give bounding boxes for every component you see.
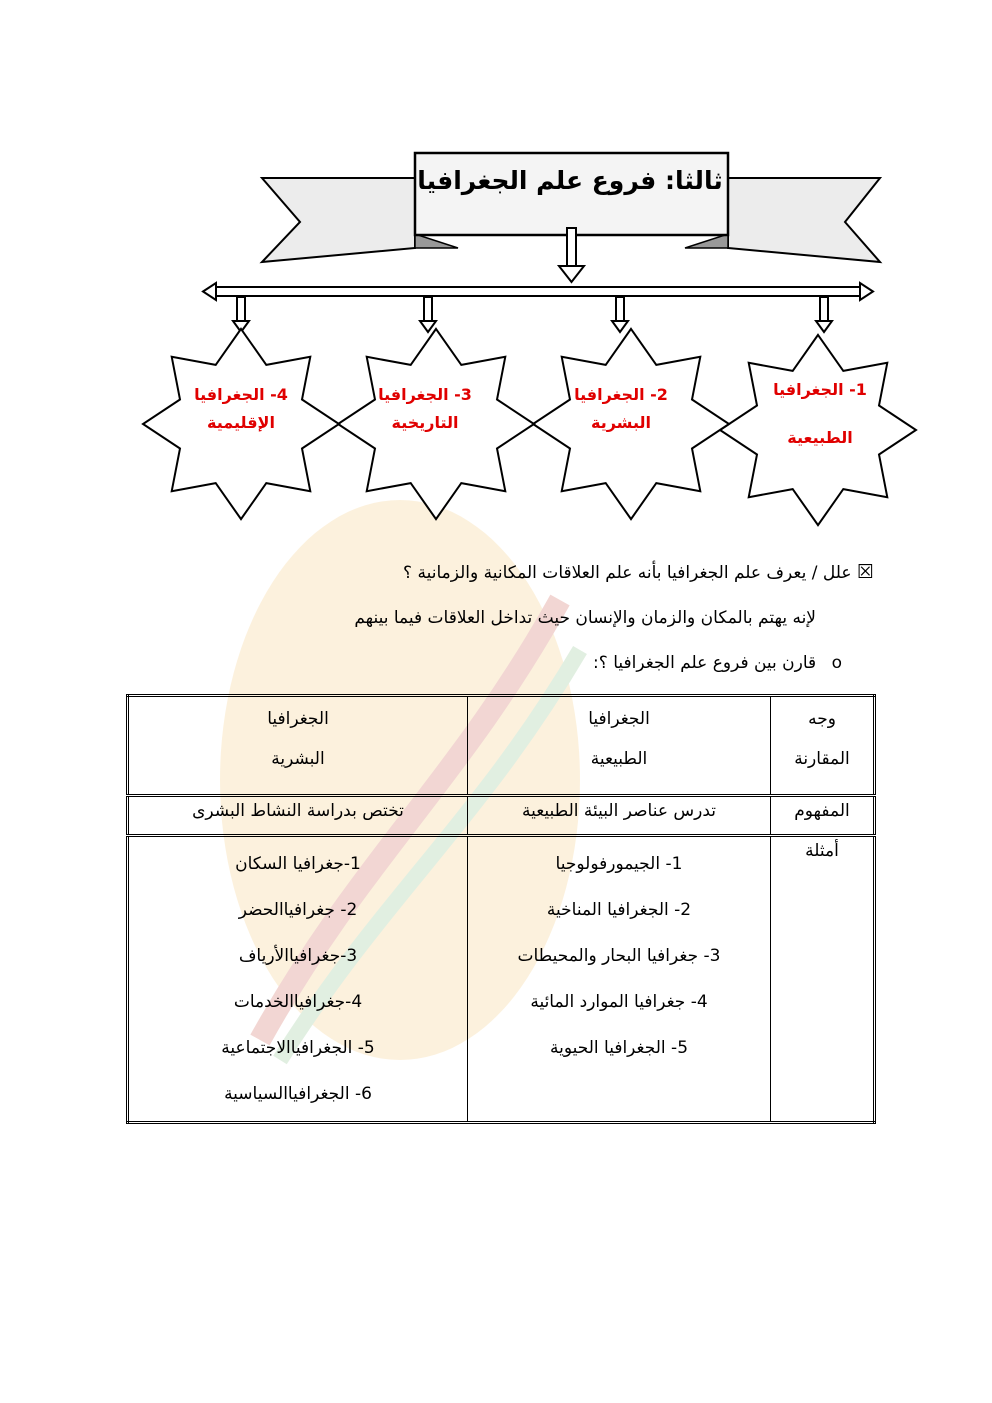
natural-examples-list — [474, 841, 764, 1071]
examples-natural — [468, 836, 771, 1123]
branch-label-line2: الإقليمية — [207, 413, 275, 432]
branch-label-human — [546, 385, 696, 433]
list-item: 5- الجغرافياالاجتماعية — [221, 1038, 375, 1058]
concept-natural: تدرس عناصر البيئة الطبيعية — [468, 796, 771, 836]
branch-label-line2: البشرية — [591, 413, 651, 432]
branch-label-line1: 3- الجغرافيا — [378, 385, 472, 404]
table-row-concept — [128, 796, 875, 836]
header-aspect-line2: المقارنة — [794, 749, 850, 769]
bullet-icon: o — [831, 653, 842, 673]
header-human-line2: البشرية — [271, 749, 325, 769]
diagram-title: ثالثا: فروع علم الجغرافيا — [417, 166, 723, 195]
header-aspect — [771, 696, 875, 796]
header-natural — [468, 696, 771, 796]
list-item: 1- الجيمورفولوجيا — [555, 854, 683, 874]
table-row-examples — [128, 836, 875, 1123]
branch-label-historical — [350, 385, 500, 433]
header-aspect-line1: وجه — [808, 709, 836, 729]
comparison-table — [126, 694, 876, 1124]
question-explain-answer: لإنه يهتم بالمكان والزمان والإنسان حيث تداخل العلاقات فيما بينهم — [354, 608, 816, 628]
header-human-line1: الجغرافيا — [267, 709, 329, 729]
checkbox-icon: ☒ — [856, 561, 874, 583]
concept-label: المفهوم — [771, 796, 875, 836]
header-natural-line2: الطبيعية — [590, 749, 648, 769]
examples-human — [128, 836, 468, 1123]
list-item: 2- الجغرافيا المناخية — [546, 900, 692, 920]
branch-label-line2: التاريخية — [391, 413, 459, 432]
header-human — [128, 696, 468, 796]
question-compare-text: قارن بين فروع علم الجغرافيا ؟: — [593, 653, 817, 673]
branch-label-line1: 1- الجغرافيا — [773, 380, 867, 399]
list-item: 6- الجغرافياالسياسية — [224, 1084, 372, 1104]
branches-diagram — [0, 0, 992, 530]
branch-label-line1: 4- الجغرافيا — [194, 385, 288, 404]
branch-label-natural — [745, 380, 895, 448]
list-item: 3-جغرافياالأرياف — [238, 946, 358, 966]
human-examples-list — [135, 841, 461, 1117]
list-item: 4- جغرافيا الموارد المائية — [530, 992, 708, 1012]
branch-label-line1: 2- الجغرافيا — [574, 385, 668, 404]
list-item: 4-جغرافياالخدمات — [233, 992, 363, 1012]
table-header-row — [128, 696, 875, 796]
branch-label-line2: الطبيعية — [787, 428, 853, 447]
concept-human: تختص بدراسة النشاط البشرى — [128, 796, 468, 836]
question-compare — [593, 653, 842, 673]
header-natural-line1: الجغرافيا — [588, 709, 650, 729]
list-item: 1-جغرافيا السكان — [235, 854, 361, 874]
branch-label-regional — [166, 385, 316, 433]
list-item: 5- الجغرافيا الحيوية — [549, 1038, 689, 1058]
branch-arrows — [233, 297, 832, 332]
list-item: 2- جغرافياالحضر — [238, 900, 358, 920]
question-explain — [403, 561, 874, 583]
question-explain-text: علل / يعرف علم الجغرافيا بأنه علم العلاقات المكانية والزمانية ؟ — [403, 563, 852, 583]
horizontal-connector — [203, 283, 873, 300]
examples-label: أمثلة — [771, 836, 875, 1123]
list-item: 3- جغرافيا البحار والمحيطات — [517, 946, 721, 966]
